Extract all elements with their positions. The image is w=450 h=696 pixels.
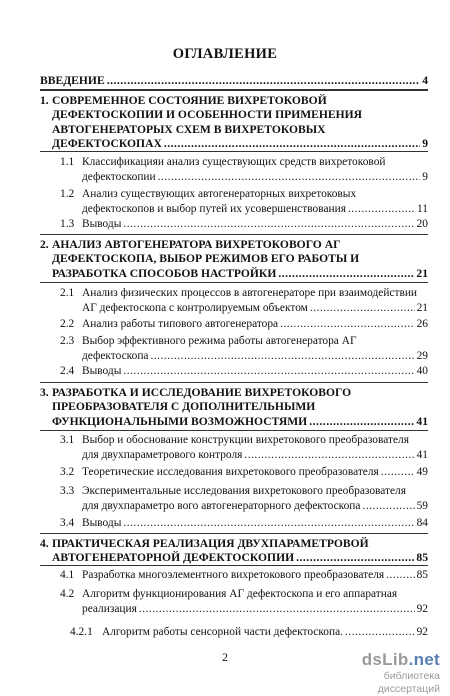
toc-entry-number: 2.2 <box>60 318 75 330</box>
toc-leader-dots <box>310 301 415 316</box>
toc-entry-text: Анализ работы типового автогенератора <box>82 318 279 330</box>
toc-entry-text: Разработка многоэлементного вихретокового преобразователя <box>82 569 385 581</box>
toc-leader-dots <box>309 415 414 429</box>
toc-page-number: 4 <box>422 74 428 87</box>
toc-page-number: 9 <box>422 137 428 151</box>
toc-leader-dots <box>164 137 420 151</box>
toc-entry-text: Алгоритм работы сенсорной части дефектоскопа. <box>102 626 343 638</box>
toc-entry-number: 2.4 <box>60 365 75 377</box>
toc-page-number: 85 <box>416 569 428 581</box>
toc-entry-number: 4.2 <box>60 588 75 600</box>
toc-leader-dots <box>362 499 414 514</box>
watermark-logo: dsLib.net <box>361 650 440 669</box>
divider-line <box>40 565 428 566</box>
toc-entry-text: ПРЕОБРАЗОВАТЕЛЯ С ДОПОЛНИТЕЛЬНЫМИ <box>52 400 316 414</box>
toc-entry-number: 2. <box>40 238 49 251</box>
toc-entry-text: Теоретические исследования вихретокового преобразователя <box>82 466 379 478</box>
toc-leader-dots <box>280 317 415 332</box>
toc-leader-dots <box>123 217 414 232</box>
toc-leader-dots <box>244 448 414 463</box>
toc-leader-dots <box>278 267 414 281</box>
toc-page-number: 59 <box>416 499 428 512</box>
toc-entry-text: Выбор и обоснование конструкции вихретокового преобразователя <box>82 434 409 446</box>
toc-entry-number: 1.1 <box>60 156 75 168</box>
toc-entry-text: ДЕФЕКТОСКОПА, ВЫБОР РЕЖИМОВ ЕГО РАБОТЫ И <box>52 252 360 266</box>
page-number: 2 <box>222 650 228 664</box>
toc-page-number: 21 <box>416 266 428 280</box>
toc-entry-text: АГ дефектоскопа с контролируемым объектом <box>82 301 308 314</box>
toc-leader-dots <box>150 349 414 364</box>
toc-page-number: 85 <box>416 551 428 565</box>
watermark-tagline: библиотека диссертаций <box>377 670 440 695</box>
divider-line <box>40 89 428 91</box>
toc-page-number: 9 <box>422 170 428 183</box>
toc-page-number: 92 <box>416 602 428 615</box>
toc-entry-text: Анализ физических процессов в автогенераторе при взаимодействии <box>82 287 418 299</box>
toc-page-number: 11 <box>417 202 428 215</box>
toc-entry-text: АНАЛИЗ АВТОГЕНЕРАТОРА ВИХРЕТОКОВОГО АГ <box>52 238 341 251</box>
toc-page-number: 41 <box>416 414 428 428</box>
toc-leader-dots <box>123 516 414 531</box>
toc-entry-number: 2.1 <box>60 287 75 299</box>
toc-entry-number: 3. <box>40 386 49 399</box>
toc-entry-number: 1.3 <box>60 218 75 230</box>
toc-entry-text: ДЕФЕКТОСКОПИИ И ОСОБЕННОСТИ ПРИМЕНЕНИЯ <box>52 108 363 122</box>
toc-entry-text: для двухпараметрового контроля <box>82 448 243 461</box>
divider-line <box>40 382 428 383</box>
toc-entry-number: 3.1 <box>60 434 75 446</box>
toc-page-number: 49 <box>416 466 428 478</box>
toc-entry-text: РАЗРАБОТКА СПОСОБОВ НАСТРОЙКИ <box>52 266 277 280</box>
toc-entry-number: 2.3 <box>60 335 75 347</box>
toc-entry-text: Выводы <box>82 365 122 377</box>
toc-entry-text: Классификацияи анализ существующих средств вихретоковой <box>82 156 386 168</box>
toc-entry-number: 3.3 <box>60 485 75 497</box>
divider-line <box>40 151 428 152</box>
toc-page-number: 41 <box>416 448 428 461</box>
toc-entry-number: 4.2.1 <box>70 626 93 638</box>
page-title: ОГЛАВЛЕНИЕ <box>172 46 278 62</box>
divider-line <box>40 234 428 235</box>
divider-line <box>40 533 428 534</box>
toc-entry-text: Выбор эффективного режима работы автогенератора АГ <box>82 335 357 347</box>
toc-entry-text: ФУНКЦИОНАЛЬНЫМИ ВОЗМОЖНОСТЯМИ <box>52 414 308 428</box>
toc-entry-text: АВТОГЕНЕРАТОРЫХ СХЕМ В ВИХРЕТОКОВЫХ <box>52 122 326 136</box>
toc-entry-number: 3.4 <box>60 517 75 529</box>
toc-page-number: 20 <box>416 218 428 230</box>
toc-page-number: 29 <box>416 349 428 362</box>
toc-entry-number: 4. <box>40 537 49 550</box>
toc-leader-dots <box>139 602 415 617</box>
toc-leader-dots <box>386 568 414 583</box>
toc-page-number: 26 <box>416 318 428 330</box>
toc-entry-text: Анализ существующих автогенераторных вихретоковых <box>82 188 357 200</box>
toc-entry-number: 1. <box>40 94 49 107</box>
toc-entry-text: СОВРЕМЕННОЕ СОСТОЯНИЕ ВИХРЕТОКОВОЙ <box>52 94 327 107</box>
toc-leader-dots <box>158 170 421 185</box>
toc-leader-dots <box>345 625 415 640</box>
watermark <box>322 650 440 696</box>
toc-entry-number: 3.2 <box>60 466 75 478</box>
toc-entry-number: 1.2 <box>60 188 75 200</box>
toc-entry-text: дефектоскопа <box>82 349 149 362</box>
toc-entry-text: дефектоскопии <box>82 170 156 183</box>
toc-entry-text: Экспериментальные исследования вихретокового преобразователя <box>82 485 406 497</box>
toc-entry-text: ДЕФЕКТОСКОПАХ <box>52 137 162 151</box>
toc-leader-dots <box>123 364 414 379</box>
toc-entry-number: 4.1 <box>60 569 75 581</box>
toc-entry-text: Алгоритм функционирования АГ дефектоскопа и его аппаратная <box>82 588 398 600</box>
toc-page-number: 92 <box>416 626 428 638</box>
toc-page-number: 40 <box>416 365 428 377</box>
toc-leader-dots <box>348 202 415 217</box>
toc-leader-dots <box>107 74 421 88</box>
toc-entry-text: Выводы <box>82 517 122 529</box>
divider-line <box>40 430 428 431</box>
toc-leader-dots <box>296 551 414 565</box>
toc-entry-text: Выводы <box>82 218 122 230</box>
toc-entry-text: дефектоскопов и выбор путей их усовершенствования <box>82 202 346 215</box>
toc-entry-text: ВВЕДЕНИЕ <box>40 74 105 87</box>
divider-line <box>40 282 428 283</box>
toc-entry-text: для двухпараметро вого автогенераторного дефектоскопа <box>82 499 361 512</box>
toc-page-number: 21 <box>416 301 428 314</box>
toc-entry-text: ПРАКТИЧЕСКАЯ РЕАЛИЗАЦИЯ ДВУХПАРАМЕТРОВОЙ <box>52 537 369 550</box>
toc-entry-text: АВТОГЕНЕРАТОРНОЙ ДЕФЕКТОСКОПИИ <box>52 551 295 565</box>
toc-entry-text: РАЗРАБОТКА И ИССЛЕДОВАНИЕ ВИХРЕТОКОВОГО <box>52 386 352 399</box>
toc-entry-text: реализация <box>82 602 137 615</box>
toc-leader-dots <box>381 465 415 480</box>
toc-page-number: 84 <box>416 517 428 529</box>
